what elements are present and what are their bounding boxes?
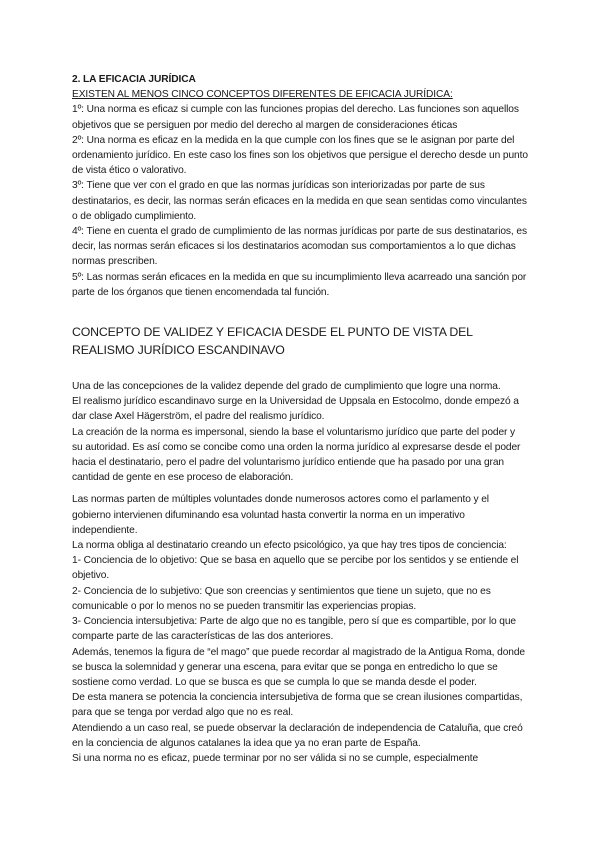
intro-paragraph-3: La creación de la norma es impersonal, siendo la base el voluntarismo jurídico que parte del poder y su autoridad. Es así como se concibe como una orden la norma jurídico al expresarse desde el poder hacia el destinatario, pero el padre del voluntarismo jurídico entiende que ha pasado por una gran cantidad de gente en ese proceso de elaboración. <box>72 426 521 484</box>
concept-item-5: 5º: Las normas serán eficaces en la medida en que su incumplimiento lleva acarreado una sanción por parte de los órganos que tienen encomendada tal función. <box>72 271 527 298</box>
section-subtitle: EXISTEN AL MENOS CINCO CONCEPTOS DIFERENTES DE EFICACIA JURÍDICA: <box>72 89 453 101</box>
spacer <box>72 300 528 323</box>
heading-line-2: REALISMO JURÍDICO ESCANDINAVO <box>72 343 285 358</box>
concept-item-4: 4º: Tiene en cuenta el grado de cumplimiento de las normas jurídicas por parte de sus destinatarios, es decir, las normas serán eficaces si los destinatarios acomodan sus comportamientos a lo que dichas normas prescriben. <box>72 226 527 268</box>
intro-paragraph-2: El realismo jurídico escandinavo surge en la Universidad de Uppsala en Estocolmo, donde empezó a dar clase Axel Hägerström, el padre del realismo jurídico. <box>72 396 519 423</box>
consciousness-objective: 1- Conciencia de lo objetivo: Que se basa en aquello que se percibe por los sentidos y se entiende el objetivo. <box>72 555 519 582</box>
body-paragraph-2: La norma obliga al destinatario creando un efecto psicológico, ya que hay tres tipos de conciencia: <box>72 540 507 552</box>
consciousness-subjective: 2- Conciencia de lo subjetivo: Que son creencias y sentimientos que tiene un sujeto, que no es comunicable o por lo menos no se pueden transmitir las experiencias propias. <box>72 585 491 612</box>
body-paragraph-mago: Además, tenemos la figura de “el mago” que puede recordar al magistrado de la Antigua Roma, donde se busca la solemnidad y generar una escena, para evitar que se ponga en entredicho lo que se sostiene como verdad. Lo que se busca es que se cumpla lo que se manda desde el poder. <box>72 646 525 688</box>
spacer <box>72 359 528 379</box>
document-page <box>72 72 528 766</box>
spacer <box>72 485 528 492</box>
concept-item-3: 3º: Tiene que ver con el grado en que las normas jurídicas son interiorizadas por parte de sus destinatarios, es decir, las normas serán eficaces en la medida en que sean sentidas como vinculantes o de obligado cumplimiento. <box>72 180 527 222</box>
body-paragraph-final: Si una norma no es eficaz, puede terminar por no ser válida si no se cumple, especialmente <box>72 752 479 764</box>
body-paragraph-catalonia: Atendiendo a un caso real, se puede observar la declaración de independencia de Cataluña, que creó en la conciencia de algunos catalanes la idea que ya no eran parte de España. <box>72 722 523 749</box>
intro-paragraph-1: Una de las concepciones de la validez depende del grado de cumplimiento que logre una norma. <box>72 381 501 393</box>
body-paragraph-illusions: De esta manera se potencia la conciencia intersubjetiva de forma que se crean ilusiones compartidas, para que se tenga por verdad algo que no es real. <box>72 692 523 719</box>
concept-item-2: 2º: Una norma es eficaz en la medida en la que cumple con los fines que se le asignan por parte del ordenamiento jurídico. En este caso los fines son los objetivos que persigue el derecho desde un punto de vista ético o valorativo. <box>72 134 528 177</box>
heading-line-1: CONCEPTO DE VALIDEZ Y EFICACIA DESDE EL PUNTO DE VISTA DEL <box>72 325 473 340</box>
concept-item-1: 1º: Una norma es eficaz si cumple con las funciones propias del derecho. Las funciones son aquellos objetivos que se persiguen por medio del derecho al margen de consideraciones éticas <box>72 104 519 131</box>
body-paragraph-1: Las normas parten de múltiples voluntades donde numerosos actores como el parlamento y el gobierno intervienen difuminando esa voluntad hasta convertir la norma en un imperativo independiente. <box>72 494 489 536</box>
consciousness-intersubjective: 3- Conciencia intersubjetiva: Parte de algo que no es tangible, pero sí que es compartible, por lo que comparte parte de las características de las dos anteriores. <box>72 616 516 643</box>
section-title: 2. LA EFICACIA JURÍDICA <box>72 74 196 85</box>
